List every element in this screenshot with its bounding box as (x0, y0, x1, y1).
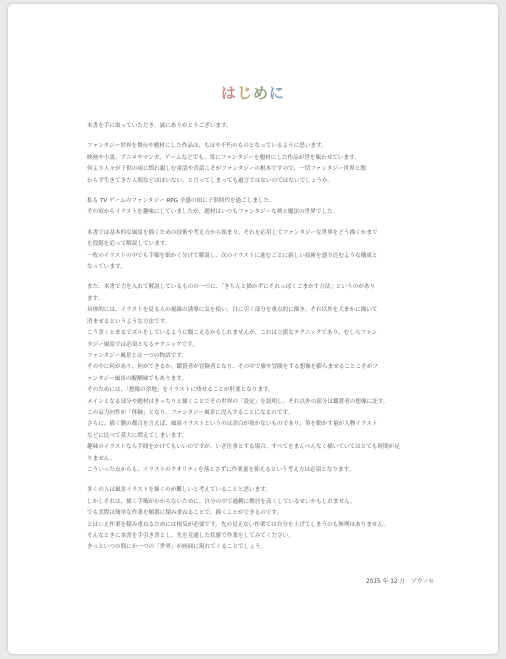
text-line: メインとなる部分や題材はきっちりと描くことでその世界の「設定」を説明し、それ以外の部分は鑑賞者の想像に託す。 (87, 398, 389, 405)
text-line: ファンタジー風景とは一つの物語です。 (87, 352, 187, 359)
paragraph (87, 228, 447, 274)
text-line: 一枚のイラストの中でも手順を細かく分けて解説し、次のイラストに進むごとに新しい技術を盛り込むような構成と (87, 252, 378, 259)
text-line: なっています。 (87, 264, 126, 271)
text-line: タジー風景では必須となるテクニックです。 (87, 341, 198, 348)
text-line: などに比べて莫大に増えてしまいます。 (87, 432, 188, 439)
text-line: 何より人々が子供の頃に慣れ親しむ童話や昔話こそがファンタジーの根本ですので、一切ファンタジー世界と関 (87, 166, 366, 173)
text-line: 本書を手に取っていただき、誠にありがとうございます。 (87, 123, 232, 129)
title-char: じ (236, 84, 253, 102)
text-line: きっといつの間にか一つの「世界」が画面に現れてくることでしょう。 (87, 544, 267, 551)
signature: 2015 年 12 月 ゾウノセ (365, 579, 434, 585)
text-line: しかしそれは、描く手順がわからないために、自分の中で過剰に敷居を高くしているせいかもしれません。 (87, 498, 356, 505)
paragraph (87, 121, 447, 132)
text-line: こういった点からも、イラストのクオリティを落とさずに作業量を抑えるという考え方は必須となります。 (87, 466, 355, 473)
paragraph (87, 141, 447, 187)
text-line: そんなときに本書を手引き書とし、先を見通した状態で作業をしてみてください。 (87, 533, 294, 539)
text-line: この妄力向性が「体験」となり、ファンタジー風景に没入することになるのです。 (87, 409, 294, 416)
paragraph (87, 282, 447, 476)
text-line: とはいえ作業を積み重ねるためには根気が必要です。先の見えない作業では自分を上げてしまうのも無理はありません。 (87, 521, 389, 528)
text-line: を段階を追って解説しています。 (87, 241, 171, 248)
text-line: わらず生きてきた人間などほぼいない、と言ってしまっても過言ではないのではないでしょうか。 (87, 177, 334, 184)
text-line: さらに、描く側の都合を言えば、風景イラストというのは余白が効かないものであり、筆を動かす量が人物イラスト (87, 421, 378, 428)
text-line: その頃からイラストを趣味にしていましたが、題材はいつもファンタジーな剣と魔法の世界でした。 (87, 209, 339, 216)
document-body (87, 121, 447, 563)
text-line: ます。 (87, 295, 104, 302)
text-line: ァンタジー風景の醍醐味でもあります。 (87, 375, 188, 382)
title-char: に (269, 84, 286, 102)
text-line: ファンタジー世界を舞台や題材にした作品は、もはや不朽のものとなっているように思います。 (87, 143, 327, 150)
text-line: りません。 (87, 455, 116, 462)
text-line: こう書くとまるでズルをしているように聞こえるかもしれませんが、これは立派なテクニックであり、むしろファン (87, 330, 378, 337)
text-line: 具体的には、イラストを見る人の視線の誘導に気を使い、目に引く部分を重点的に描き、それ以外を大まかに描いて (87, 307, 378, 314)
text-line: でも実際は簡単な作業を順番に積み重ねることで、描くことができるのです。 (87, 510, 283, 517)
text-line: その中に何があり、何ができるか。鑑賞者が冒険者となり、その中で旅や冒険をする想像を膨らませることこそがフ (87, 364, 378, 371)
paragraph (87, 485, 447, 553)
text-line: そのためには、「想像の余地」をイラストに残せることが肝要となります。 (87, 387, 274, 394)
text-line: 私も TV ゲームのファンタジー RPG 全盛の頃に子供時代を過ごしました。 (87, 198, 275, 205)
document-page (8, 4, 498, 654)
text-line: また、本書で力を入れて解説しているものの一つに、「きちんと描かずにそれっぽくごまかす方法」というのがあり (87, 284, 376, 291)
text-line: 本書では基本的な風景を描くための技術や考え方から始まり、それを応用してファンタジーな世界をどう描くかまで (87, 229, 378, 236)
page-title (8, 82, 498, 103)
title-char: は (220, 84, 237, 102)
paragraph (87, 196, 447, 219)
title-char: め (253, 84, 270, 102)
text-line: 多くの人は風景イラストを描くのが難しいと考えていることと思います。 (87, 487, 271, 494)
text-line: 趣味のイラストなら手間をかけてもいいのですが、いざ仕事とする場合、すべてをまんべんなく描いていてはとても時間が足 (87, 444, 400, 451)
text-line: 済ませるというような方法です。 (87, 318, 171, 325)
text-line: 映画や小説、アニメやマンガ、ゲームなどでも、常にファンタジーを題材にした作品が世を賑わせています。 (87, 154, 360, 161)
